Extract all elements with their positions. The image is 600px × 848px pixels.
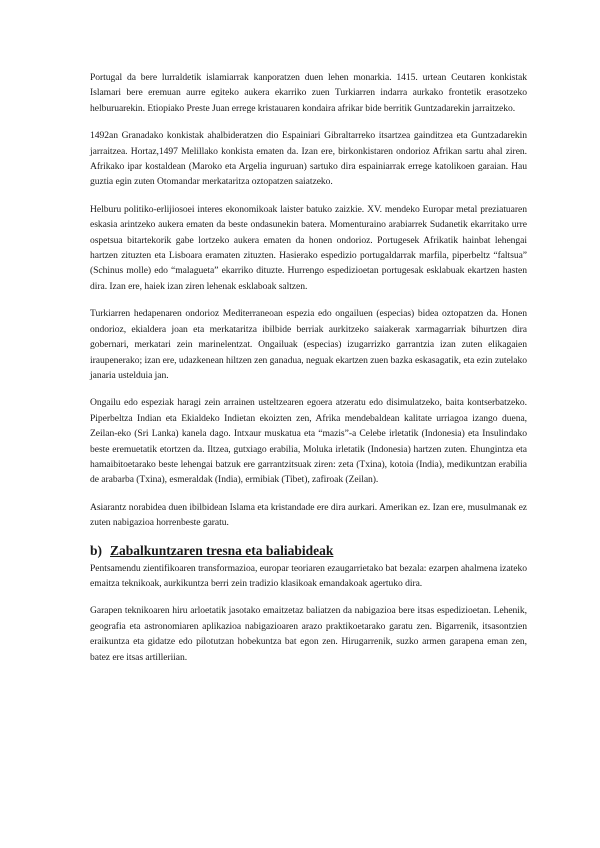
paragraph-granada: 1492an Granadako konkistak ahalbideratzen dio Espainiari Gibraltarreko itsartzea gainditzea eta Guntzadarekin jarraitzea. Hortaz,1497 Melillako konkista ematen da. Izan ere, birkonkistaren ondorioz Afrikan sartu ahal ziren. Afrikako ipar kostaldean (Maroko eta Argelia inguruan) sartuko dira espainiarrak errege katolikoen garaian. Hau guztia egin zuten Otomandar merkataritza oztopatzen saiatzeko. [90, 130, 527, 188]
document-page [90, 70, 527, 677]
section-heading [90, 543, 527, 559]
paragraph-technical-development: Garapen teknikoaren hiru arloetatik jasotako emaitzetaz baliatzen da nabigazioa bere itsas espedizioetan. Lehenik, geografia eta astronomiaren aplikazioa nabigazioaren arazo praktikoetarako garatu zen. Bigarrenik, itsasontzien eraikuntza eta gidatze edo pilotutzan hobekuntza bat egon zen. Hirugarrenik, suzko armen garapena eman zen, batez ere itsas artilleriian. [90, 605, 527, 663]
section-title: Zabalkuntzaren tresna eta baliabideak [110, 542, 334, 558]
paragraph-turkish-expansion: Turkiarren hedapenaren ondorioz Mediterraneoan espezia edo ongailuen (especias) bidea oztopatzen da. Honen ondorioz, ekialdera joan eta merkataritza ibilbide berriak aurkitzeko saiakerak xarmagarriak bihurtzen dira gobernari, merkatari zein marinelentzat. Ongailuak (especias) izugarrizko garrantzia izan zuten elikagaien iraupenerako; izan ere, udazkenean hiltzen zen ganadua, neguak ekartzen zuen bazka eskasagatik, eta ezin zutelako janaria ustelduia jan. [90, 308, 527, 381]
paragraph-scientific-transformation: Pentsamendu zientifikoaren transformazioa, europar teoriaren ezaugarrietako bat bezala: ezarpen ahalmena izateko emaitza teknikoak, aurkikuntza berri zein tradizio klasikoak emandakoak agertuko dira. [90, 562, 527, 589]
paragraph-asia-route: Asiarantz norabidea duen ibilbidean Islama eta kristandade ere dira aurkari. Amerikan ez. Izan ere, musulmanak ez zuten nabigazioa horrenbeste garatu. [90, 501, 527, 529]
paragraph-spices: Ongailu edo espeziak haragi zein arrainen usteltzearen egoera atzeratu edo disimulatzeko, baita kontserbatzeko. Piperbeltza Indian eta Ekialdeko Indietan ekoizten zen, Afrika mendebaldean kalitate urriagoa izango duena, Zeilan-eko (Sri Lanka) kanela dago. Intxaur muskatua eta “mazis”-a Celebe irletatik (Indonesia) eta Insulindako beste eremuetatik etortzen da. Iltzea, gutxiago erabilia, Moluka irletatik (Indonesia) hartzen zuten. Ehungintza eta hamaibitoetarako beste lehengai batzuk ere garrantzitsuak ziren: zeta (Txina), kotoia (India), medikuntzan erabilia de arabarba (Txina), esmeraldak (India), ermibiak (Tibet), zafiroak (Zeilan). [90, 397, 527, 486]
paragraph-economic-goals: Helburu politiko-erlijiosoei interes ekonomikoak laister batuko zaizkie. XV. mendeko Europar metal preziatuaren eskasia arintzeko aukera ematen da beste ondasunekin batera. Momenturaino arabiarrek Sudanetik ekarritako urre ospetsua bitartekorik gabe lortzeko aukera ematen da honen ondorioz. Portugesek Afrikatik hainbat lehengai hartzen zituzten eta Lisboara eramaten zituzten. Hasierako espedizio portugaldarrak marfila, piperbeltz “faltsua” (Schinus molle) edo “malagueta” ekarriko dituzte. Hurrengo espedizioetan portugesak esklabuak ekartzen hasten dira. Izan ere, haiek izan ziren lehenak esklaboak saltzen. [90, 203, 527, 292]
section-marker: b) [90, 542, 103, 558]
paragraph-portugal: Portugal da bere lurraldetik islamiarrak kanporatzen duen lehen monarkia. 1415. urtean Ceutaren konkistak Islamari bere eremuan aurre egiteko aukera ekarriko zuen Turkiarren indarra aurkako frontetik erasotzeko helburuarekin. Etiopiako Preste Juan errege kristauaren kondaira afrikar bide berritik Guntzadarekin jarraitzeko. [90, 72, 527, 114]
